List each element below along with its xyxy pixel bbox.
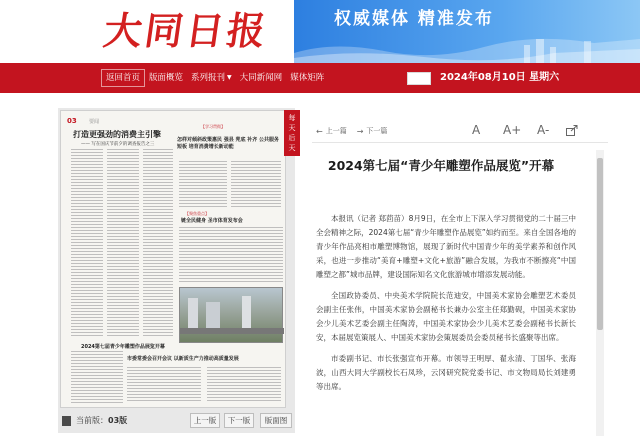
page-overview-button[interactable]: 版面图 bbox=[260, 413, 292, 428]
next-article-label: 下一篇 bbox=[366, 127, 388, 135]
nav-item-media-matrix[interactable] bbox=[286, 69, 328, 87]
page-icon bbox=[62, 416, 71, 426]
article-nav bbox=[316, 126, 397, 136]
thumb-text-block bbox=[71, 351, 123, 403]
promo-banner[interactable] bbox=[294, 0, 640, 63]
toolbar-divider bbox=[312, 142, 608, 143]
side-tag-char: 后 bbox=[288, 134, 296, 142]
font-decrease-button[interactable]: A- bbox=[537, 123, 550, 137]
next-article-link[interactable] bbox=[357, 126, 388, 136]
thumb-headline-sub: —— 写在国庆节前夕的调查报告之三 bbox=[81, 142, 155, 147]
current-date: 2024年08月10日 星期六 bbox=[440, 72, 560, 83]
next-edition-button[interactable]: 下一版 bbox=[224, 413, 254, 428]
thumb-headline-mid[interactable]: 链全民健身 圣市体育发布会 bbox=[181, 218, 243, 224]
banner-slogan: 权威媒体 精准发布 bbox=[334, 9, 494, 29]
article-paragraph: 市委副书记、市长张强宣布开幕。市领导王明厚、翟永清、丁国华、张海波，山西大同大学副校长石凤珍，云冈研究院党委书记、市文物局局长刘建勇等出席。 bbox=[316, 354, 576, 391]
prev-article-label: 上一篇 bbox=[325, 127, 347, 135]
article-title: 2024第七届“青少年雕塑作品展览”开幕 bbox=[327, 158, 555, 173]
main-nav bbox=[0, 63, 640, 93]
thumb-tag-right: 【学习贯彻】 bbox=[201, 124, 225, 129]
arrow-left-icon: ← bbox=[316, 126, 323, 136]
side-tag-char: 天 bbox=[288, 144, 296, 152]
banner-decoration bbox=[294, 35, 640, 63]
side-tag-char: 每 bbox=[288, 114, 296, 122]
arrow-right-icon: → bbox=[356, 126, 364, 136]
thumb-text-block bbox=[207, 367, 281, 403]
thumb-headline-lower[interactable]: 2024第七届青少年雕塑作品展览开幕 bbox=[81, 344, 165, 350]
nav-item-label: 大同新闻网 bbox=[239, 73, 283, 83]
thumb-text-block bbox=[107, 149, 139, 337]
thumb-text-block bbox=[143, 149, 173, 337]
share-icon[interactable] bbox=[566, 125, 578, 136]
nav-item-series[interactable] bbox=[187, 69, 236, 87]
font-reset-button[interactable]: A bbox=[472, 123, 481, 137]
nav-item-label: 版面概览 bbox=[149, 73, 184, 83]
article-scrollbar-thumb[interactable] bbox=[597, 158, 603, 330]
thumb-text-block bbox=[127, 367, 201, 403]
caret-down-icon: ▼ bbox=[227, 74, 232, 81]
current-edition-value: 03版 bbox=[108, 416, 128, 425]
thumb-headline-main[interactable]: 打造更强劲的消费主引擎 bbox=[73, 129, 161, 139]
thumb-text-block bbox=[71, 149, 103, 337]
thumb-headline-bottom[interactable]: 市委常委会召开会议 以新质生产力推动高质量发展 bbox=[127, 356, 239, 362]
newspaper-page-thumbnail[interactable] bbox=[60, 110, 286, 408]
article-paragraph: 本报讯（记者 郑茴苗）8月9日，在全市上下深入学习贯彻党的二十届三中全会精神之际，2024第七届“青少年雕塑作品展览”如约而至。来自全国各地的青少年作品亮相市雕塑博物馆，展现了新时代中国青少年的美学素养和创作风采，也进一步推动“美育+雕塑+文化+旅游”融合发展，为我市不断擦亮“中国雕塑之都”城市品牌，建设国际知名文化旅游城市增添发展动能。 bbox=[316, 214, 576, 279]
prev-edition-button[interactable]: 上一版 bbox=[190, 413, 220, 428]
nav-item-overview[interactable] bbox=[145, 69, 187, 87]
date-picker[interactable] bbox=[407, 72, 431, 85]
photo-road bbox=[180, 328, 284, 334]
current-edition bbox=[76, 413, 127, 429]
nav-item-label: 返回首页 bbox=[106, 73, 141, 83]
nav-item-label: 媒体矩阵 bbox=[290, 73, 325, 83]
side-tag-char: 天 bbox=[288, 124, 296, 132]
side-tag[interactable] bbox=[284, 110, 300, 156]
thumb-text-block bbox=[231, 161, 281, 209]
article-body bbox=[316, 212, 576, 401]
thumb-edition-name: 要闻 bbox=[89, 119, 100, 125]
masthead bbox=[0, 0, 640, 63]
current-edition-label: 当前版： bbox=[76, 416, 108, 425]
thumb-edition-number: 03 bbox=[67, 117, 77, 125]
prev-article-link[interactable] bbox=[316, 126, 347, 136]
nav-menu bbox=[101, 69, 328, 87]
thumb-headline-right[interactable]: 怎样对倾斜政策惠民 强县 兜底 补齐 公共服务短板 培育消费增长新动能 bbox=[177, 137, 279, 150]
thumb-text-block bbox=[179, 227, 283, 283]
nav-item-label: 系列报刊 bbox=[191, 73, 226, 83]
thumb-text-block bbox=[179, 161, 227, 209]
nav-item-news-site[interactable] bbox=[236, 69, 287, 87]
thumb-tag-mid: 【聚焦重点】 bbox=[185, 211, 209, 216]
nav-item-home[interactable] bbox=[101, 69, 145, 87]
article-paragraph: 全国政协委员、中央美术学院院长范迪安，中国美术家协会雕塑艺术委员会副主任张伟，中国美术家协会副秘书长兼办公室主任郑勤砚，中国美术家协会少儿美术艺委会副主任陶涛，中国美术家协会少儿美术艺委会副秘书长新长安，本届展览策展人、中国美术家协会策展委员会委员秘书长盛聚等出席。 bbox=[316, 291, 576, 342]
thumb-photo[interactable] bbox=[179, 287, 283, 343]
newspaper-logo[interactable]: 大同日报 bbox=[100, 8, 272, 53]
font-increase-button[interactable]: A+ bbox=[503, 123, 522, 137]
